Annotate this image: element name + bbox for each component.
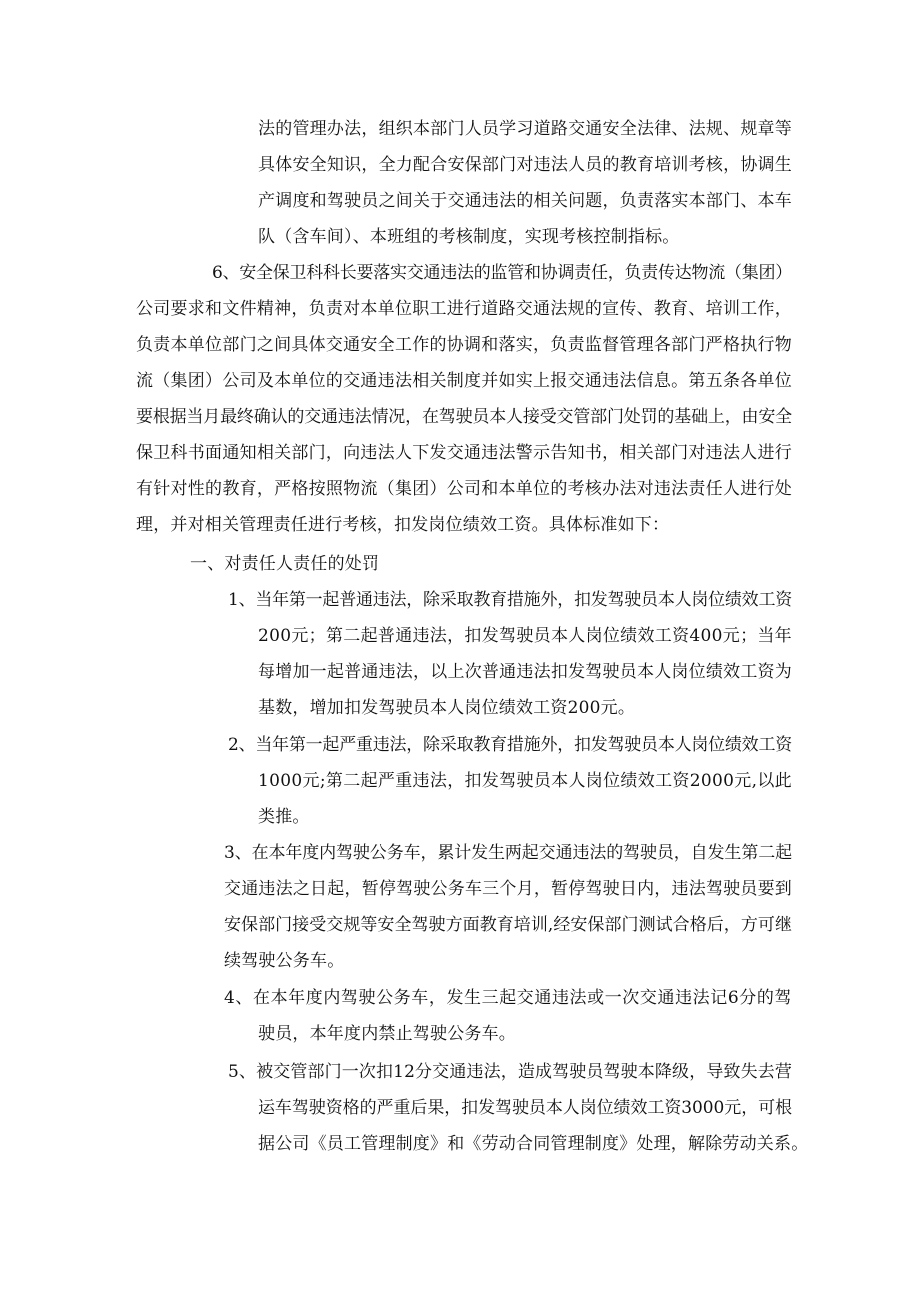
clause-3-line: 续驾驶公务车。 (224, 951, 345, 971)
item6-line: 有针对性的教育，严格按照物流（集团）公司和本单位的考核办法对违法责任人进行处 (136, 479, 792, 499)
item6-line: 6、安全保卫科科长要落实交通违法的监管和协调责任，负责传达物流（集团） (212, 263, 792, 283)
section-heading: 一、对责任人责任的处罚 (190, 554, 380, 574)
clause-1-line: 基数，增加扣发驾驶员本人岗位绩效工资200元。 (258, 698, 636, 718)
clause-2-line: 2、当年第一起严重违法，除采取教育措施外，扣发驾驶员本人岗位绩效工资 (228, 735, 792, 755)
clause-5-line: 运车驾驶资格的严重后果，扣发驾驶员本人岗位绩效工资3000元，可根 (258, 1098, 792, 1118)
clause-1-line: 每增加一起普通违法，以上次普通违法扣发驾驶员本人岗位绩效工资为 (258, 662, 792, 682)
clause-2-line: 类推。 (258, 807, 310, 827)
continued-paragraph-line: 具体安全知识，全力配合安保部门对违法人员的教育培训考核，协调生 (258, 155, 792, 175)
item6-line: 公司要求和文件精神，负责对本单位职工进行道路交通法规的宣传、教育、培训工作， (136, 299, 792, 319)
clause-3-line: 交通违法之日起，暂停驾驶公务车三个月，暂停驾驶日内，违法驾驶员要到 (224, 879, 792, 899)
clause-5-line: 据公司《员工管理制度》和《劳动合同管理制度》处理，解除劳动关系。 (258, 1134, 809, 1154)
clause-5-line: 5、被交管部门一次扣12分交通违法，造成驾驶员驾驶本降级，导致失去营 (228, 1062, 792, 1082)
item6-line: 要根据当月最终确认的交通违法情况，在驾驶员本人接受交管部门处罚的基础上，由安全 (136, 407, 792, 427)
clause-1-line: 1、当年第一起普通违法，除采取教育措施外，扣发驾驶员本人岗位绩效工资 (228, 590, 792, 610)
item6-line: 流（集团）公司及本单位的交通违法相关制度并如实上报交通违法信息。第五条各单位 (136, 371, 792, 391)
clause-3-line: 安保部门接受交规等安全驾驶方面教育培训,经安保部门测试合格后，方可继 (224, 915, 792, 935)
continued-paragraph-line: 法的管理办法，组织本部门人员学习道路交通安全法律、法规、规章等 (258, 119, 792, 139)
clause-2-line: 1000元;第二起严重违法，扣发驾驶员本人岗位绩效工资2000元,以此 (258, 771, 792, 791)
continued-paragraph-line: 产调度和驾驶员之间关于交通违法的相关问题，负责落实本部门、本车 (258, 191, 792, 211)
clause-4-line: 驶员，本年度内禁止驾驶公务车。 (258, 1024, 516, 1044)
clause-1-line: 200元；第二起普通违法，扣发驾驶员本人岗位绩效工资400元；当年 (258, 626, 792, 646)
item6-line: 保卫科书面通知相关部门，向违法人下发交通违法警示告知书，相关部门对违法人进行 (136, 443, 792, 463)
item6-line: 理，并对相关管理责任进行考核，扣发岗位绩效工资。具体标准如下： (136, 515, 670, 535)
clause-3-line: 3、在本年度内驾驶公务车，累计发生两起交通违法的驾驶员，自发生第二起 (224, 843, 792, 863)
item6-line: 负责本单位部门之间具体交通安全工作的协调和落实，负责监督管理各部门严格执行物 (136, 335, 792, 355)
clause-4-line: 4、在本年度内驾驶公务车，发生三起交通违法或一次交通违法记6分的驾 (224, 988, 792, 1008)
continued-paragraph-line: 队（含车间）、本班组的考核制度，实现考核控制指标。 (258, 227, 680, 247)
